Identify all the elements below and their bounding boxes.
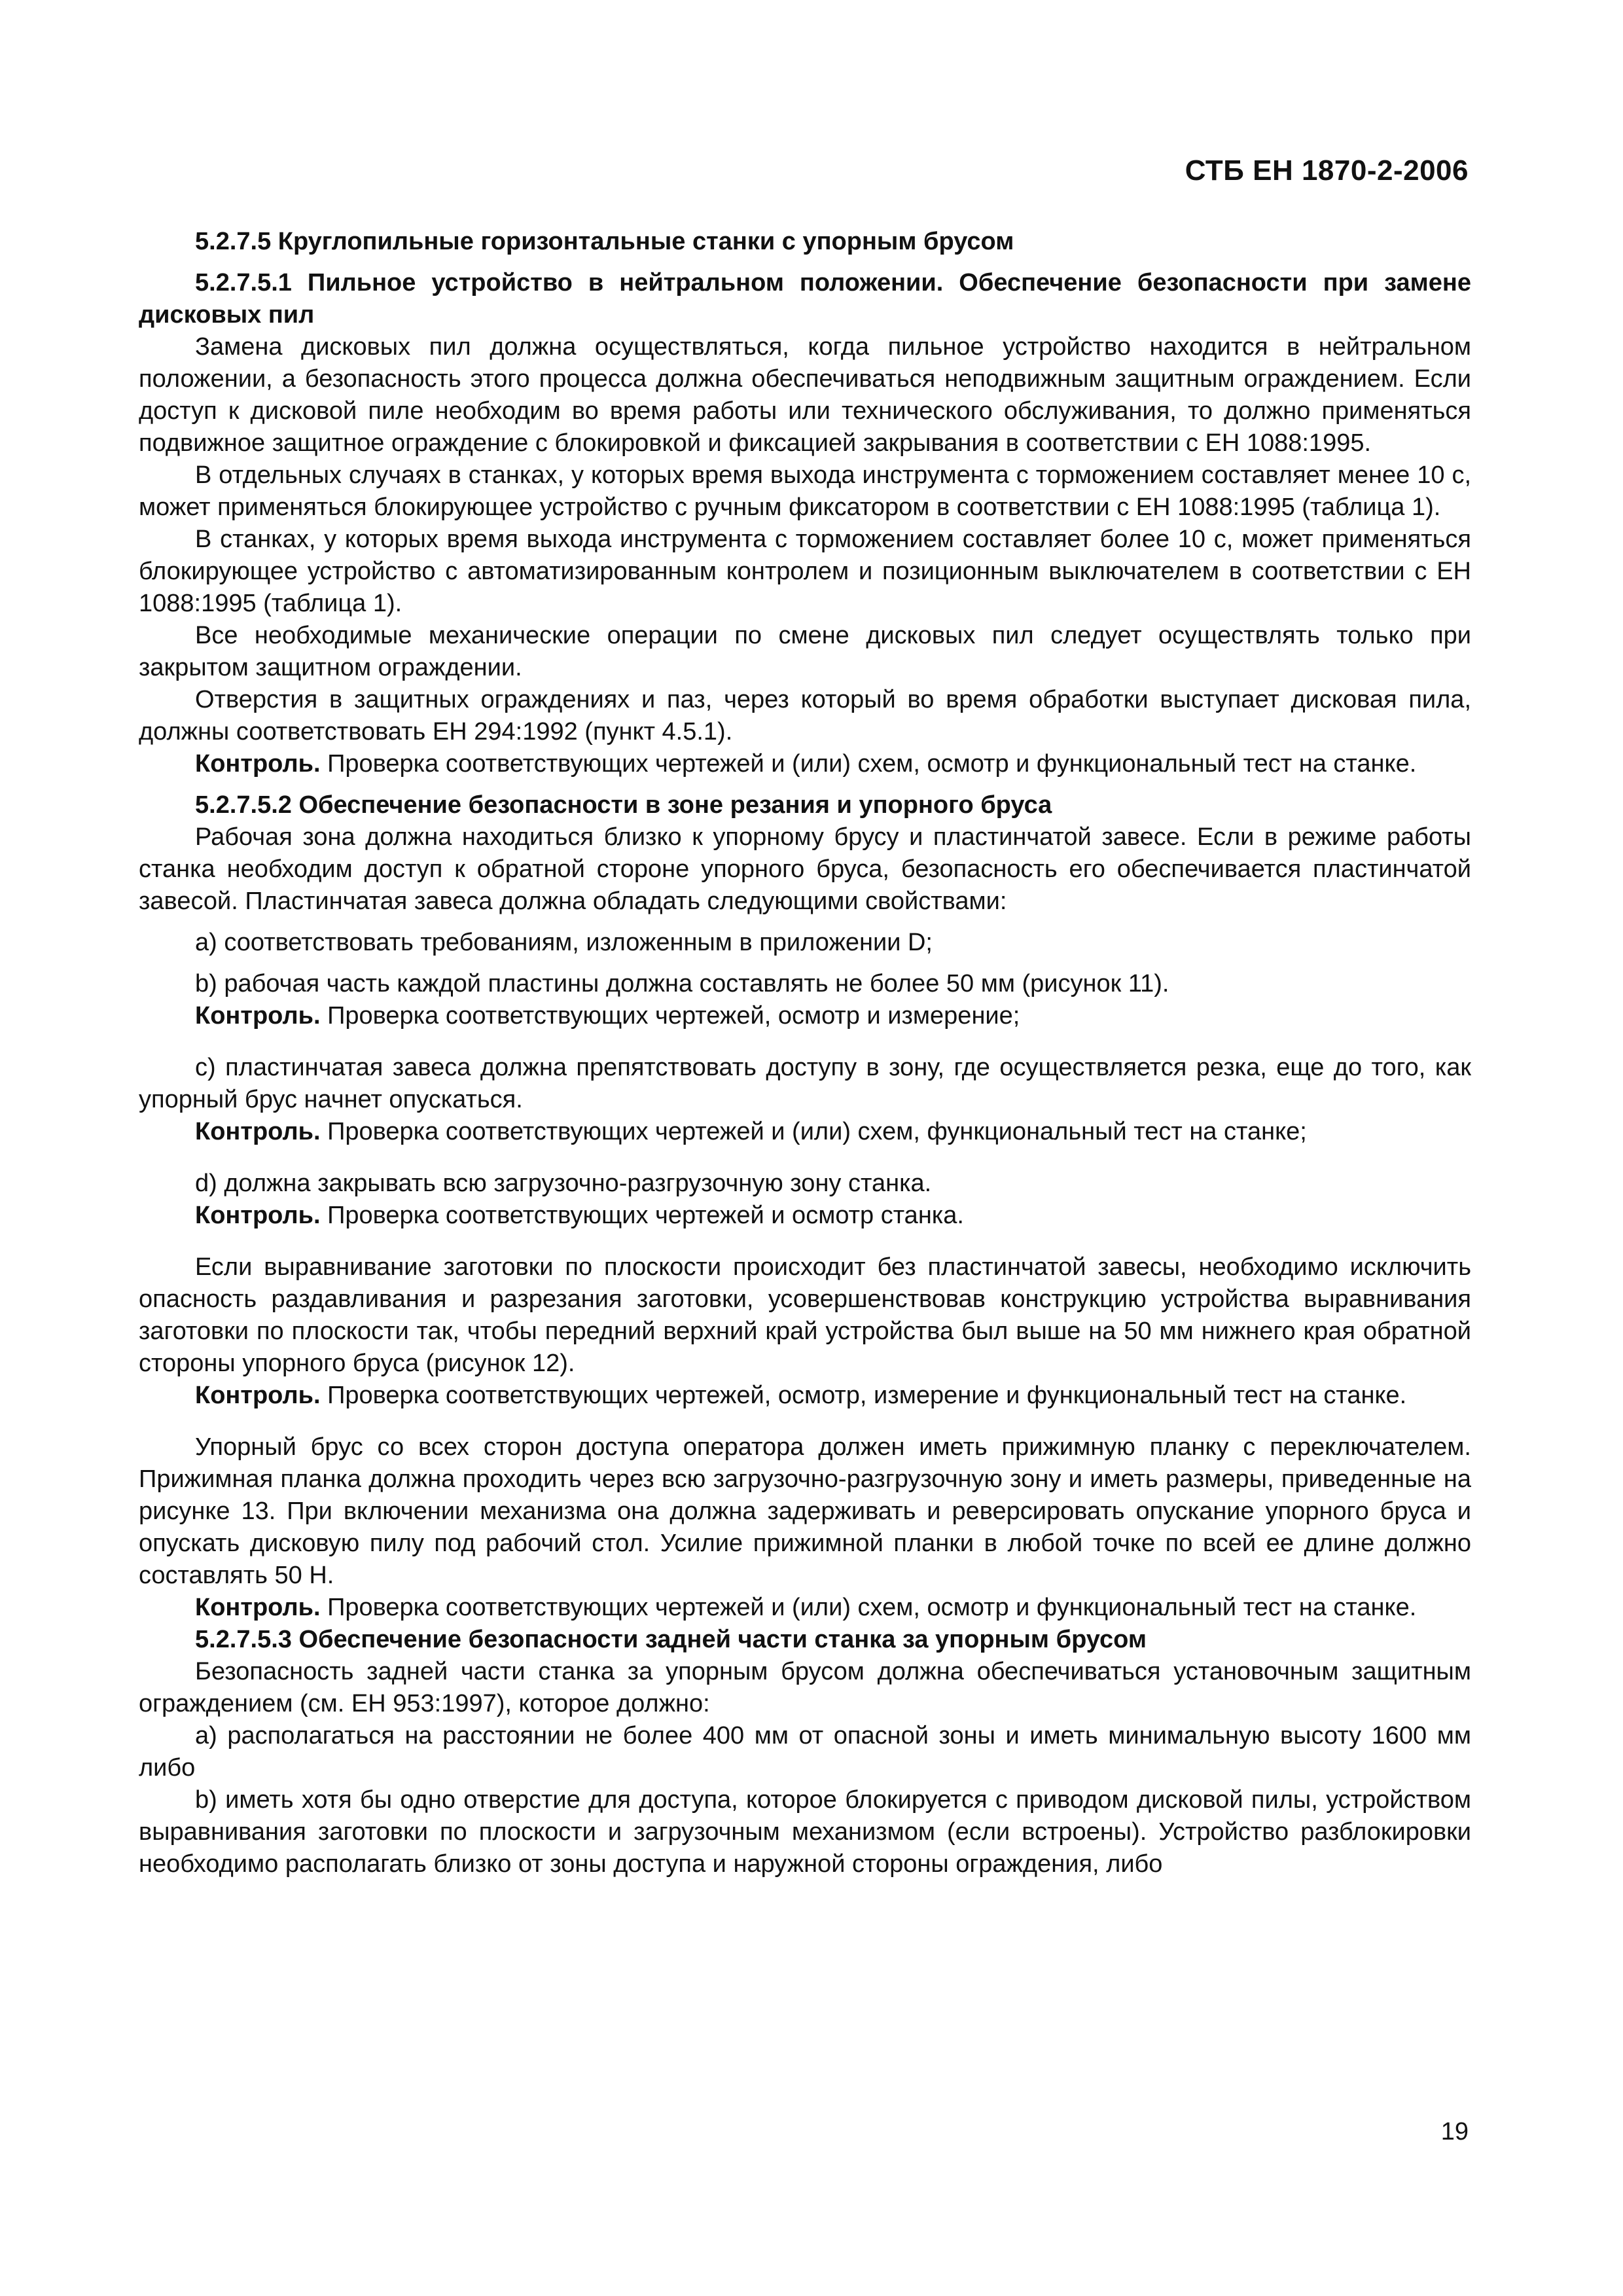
list-item: c) пластинчатая завеса должна препятствовать доступу в зону, где осуществляется резка, еще до того, как упорный брус начнет опускаться.: [139, 1054, 1471, 1113]
subsection-heading: 5.2.7.5.2 Обеспечение безопасности в зоне резания и упорного бруса: [195, 791, 1052, 819]
subsection-heading: 5.2.7.5.1 Пильное устройство в нейтральном положении. Обеспечение безопасности при замене дисковых пил: [139, 269, 1471, 329]
control-text: Проверка соответствующих чертежей и (или) схем, осмотр и функциональный тест на станке.: [327, 750, 1417, 778]
paragraph: В отдельных случаях в станках, у которых время выхода инструмента с торможением составляет менее 10 с, может применяться блокирующее устройство с ручным фиксатором в соответствии с ЕН 1088:1995 (таблица 1).: [139, 461, 1471, 521]
paragraph: Замена дисковых пил должна осуществляться, когда пильное устройство находится в нейтральном положении, а безопасность этого процесса должна обеспечиваться неподвижным защитным ограждением. Если доступ к дисковой пиле необходим во время работы или технического обслуживания, то должно применяться подвижное защитное ограждение с блокировкой и фиксацией закрывания в соответствии с ЕН 1088:1995.: [139, 333, 1471, 457]
subsection-heading: 5.2.7.5.3 Обеспечение безопасности задней части станка за упорным брусом: [195, 1626, 1147, 1653]
list-item: b) иметь хотя бы одно отверстие для доступа, которое блокируется с приводом дисковой пилы, устройством выравнивания заготовки по плоскости и загрузочным механизмом (если встроены). Устройство разблокировки необходимо располагать близко от зоны доступа и наружной стороны ограждения, либо: [139, 1786, 1471, 1878]
control-text: Проверка соответствующих чертежей и (или) схем, функциональный тест на станке;: [327, 1118, 1307, 1145]
control-label: Контроль.: [195, 750, 321, 778]
page-number: 19: [1440, 2118, 1469, 2145]
paragraph: Безопасность задней части станка за упорным брусом должна обеспечиваться установочным защитным ограждением (см. ЕН 953:1997), которое должно:: [139, 1658, 1471, 1717]
list-item: b) рабочая часть каждой пластины должна составлять не более 50 мм (рисунок 11).: [195, 970, 1169, 997]
control-label: Контроль.: [195, 1594, 321, 1621]
document-body: [139, 226, 1471, 1880]
document-code: СТБ ЕН 1870-2-2006: [1185, 154, 1469, 187]
paragraph: Отверстия в защитных ограждениях и паз, через который во время обработки выступает дисковая пила, должны соответствовать ЕН 294:1992 (пункт 4.5.1).: [139, 686, 1471, 745]
control-text: Проверка соответствующих чертежей, осмотр, измерение и функциональный тест на станке.: [327, 1382, 1407, 1409]
control-paragraph: [139, 1380, 1471, 1412]
paragraph: В станках, у которых время выхода инструмента с торможением составляет более 10 с, может применяться блокирующее устройство с автоматизированным контролем и позиционным выключателем в соответствии с ЕН 1088:1995 (таблица 1).: [139, 526, 1471, 617]
control-label: Контроль.: [195, 1002, 321, 1030]
control-label: Контроль.: [195, 1382, 321, 1409]
control-label: Контроль.: [195, 1118, 321, 1145]
control-paragraph: [139, 1116, 1471, 1148]
control-text: Проверка соответствующих чертежей и осмотр станка.: [327, 1202, 964, 1229]
control-text: Проверка соответствующих чертежей и (или) схем, осмотр и функциональный тест на станке.: [327, 1594, 1417, 1621]
control-label: Контроль.: [195, 1202, 321, 1229]
control-paragraph: [139, 748, 1471, 780]
paragraph: Все необходимые механические операции по смене дисковых пил следует осуществлять только при закрытом защитном ограждении.: [139, 622, 1471, 681]
paragraph: Упорный брус со всех сторон доступа оператора должен иметь прижимную планку с переключателем. Прижимная планка должна проходить через всю загрузочно-разгрузочную зону и иметь размеры, приведенные на рисунке 13. При включении механизма она должна задерживать и реверсировать опускание упорного бруса и опускать дисковую пилу под рабочий стол. Усилие прижимной планки в любой точке по всей ее длине должно составлять 50 Н.: [139, 1433, 1471, 1589]
list-item: d) должна закрывать всю загрузочно-разгрузочную зону станка.: [195, 1170, 932, 1197]
control-paragraph: [139, 1000, 1471, 1032]
paragraph: Если выравнивание заготовки по плоскости происходит без пластинчатой завесы, необходимо исключить опасность раздавливания и разрезания заготовки, усовершенствовав конструкцию устройства выравнивания заготовки по плоскости так, чтобы передний верхний край устройства был выше на 50 мм нижнего края обратной стороны упорного бруса (рисунок 12).: [139, 1253, 1471, 1377]
section-heading: 5.2.7.5 Круглопильные горизонтальные станки с упорным брусом: [195, 228, 1014, 255]
control-paragraph: [139, 1200, 1471, 1232]
control-text: Проверка соответствующих чертежей, осмотр и измерение;: [327, 1002, 1020, 1030]
paragraph: Рабочая зона должна находиться близко к упорному брусу и пластинчатой завесе. Если в режиме работы станка необходим доступ к обратной стороне упорного бруса, безопасность его обеспечивается пластинчатой завесой. Пластинчатая завеса должна обладать следующими свойствами:: [139, 823, 1471, 915]
control-paragraph: [139, 1592, 1471, 1624]
list-item: а) соответствовать требованиям, изложенным в приложении D;: [195, 929, 933, 956]
list-item: а) располагаться на расстоянии не более 400 мм от опасной зоны и иметь минимальную высоту 1600 мм либо: [139, 1722, 1471, 1782]
